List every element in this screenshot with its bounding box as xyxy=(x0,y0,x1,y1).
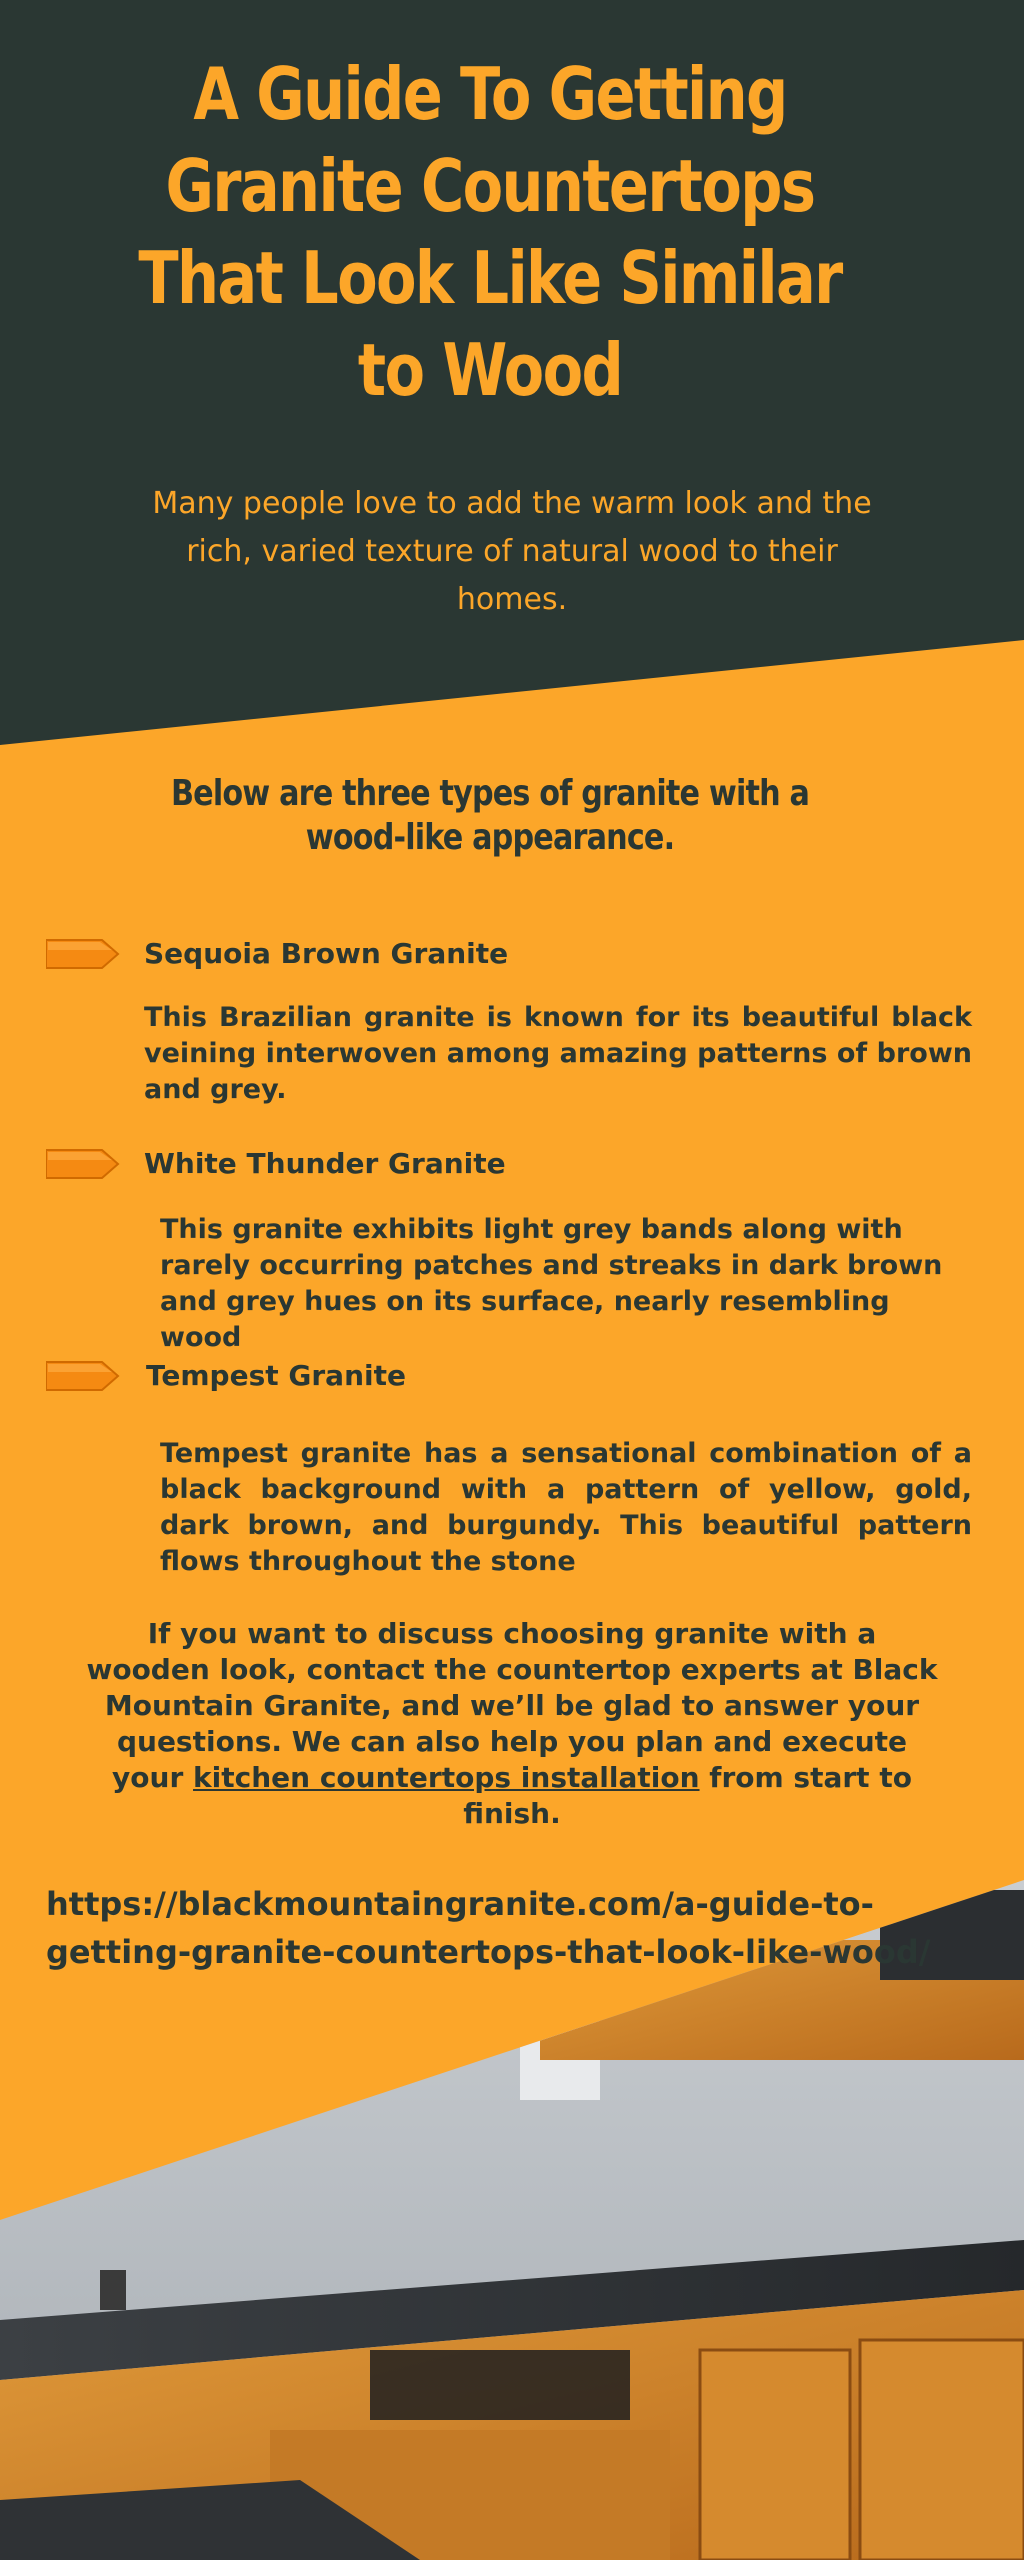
arrow-right-icon xyxy=(46,1146,120,1182)
item-title-tempest: Tempest Granite xyxy=(146,1359,406,1392)
kitchen-countertops-installation-link[interactable]: kitchen countertops installation xyxy=(193,1761,700,1794)
cta-text-before: If you want to discuss choosing granite with a wooden look, contact the countertop experts at Black Mountain Granite, and we’ll be glad to answer your questions. We can also help you plan and execute your xyxy=(86,1617,938,1794)
item-description-tempest: Tempest granite has a sensational combination of a black background with a pattern of yellow, gold, dark brown, and burgundy. This beautiful pattern flows throughout the stone xyxy=(160,1438,972,1577)
item-title-sequoia-brown: Sequoia Brown Granite xyxy=(144,937,509,970)
cta-text-after: from start to finish. xyxy=(463,1761,912,1830)
item-title-white-thunder: White Thunder Granite xyxy=(144,1147,506,1180)
source-url: https://blackmountaingranite.com/a-guide-to-getting-granite-countertops-that-look-like-wood/ xyxy=(46,1885,931,1971)
page-title: A Guide To Getting Granite Countertops That Look Like Similar to Wood xyxy=(138,52,842,412)
intro-text: Many people love to add the warm look and the rich, varied texture of natural wood to their homes. xyxy=(152,486,872,617)
section-heading: Below are three types of granite with a wood-like appearance. xyxy=(170,773,810,858)
kitchen-photo xyxy=(0,1880,1024,2560)
call-to-action xyxy=(86,1616,938,1832)
item-description-white-thunder: This granite exhibits light grey bands along with rarely occurring patches and streaks in dark brown and grey hues on its surface, nearly resembling wood xyxy=(160,1214,943,1353)
item-description-sequoia-brown: This Brazilian granite is known for its beautiful black veining interwoven among amazing patterns of brown and grey. xyxy=(144,1002,972,1105)
arrow-right-icon xyxy=(46,936,120,972)
arrow-right-icon xyxy=(46,1358,120,1394)
